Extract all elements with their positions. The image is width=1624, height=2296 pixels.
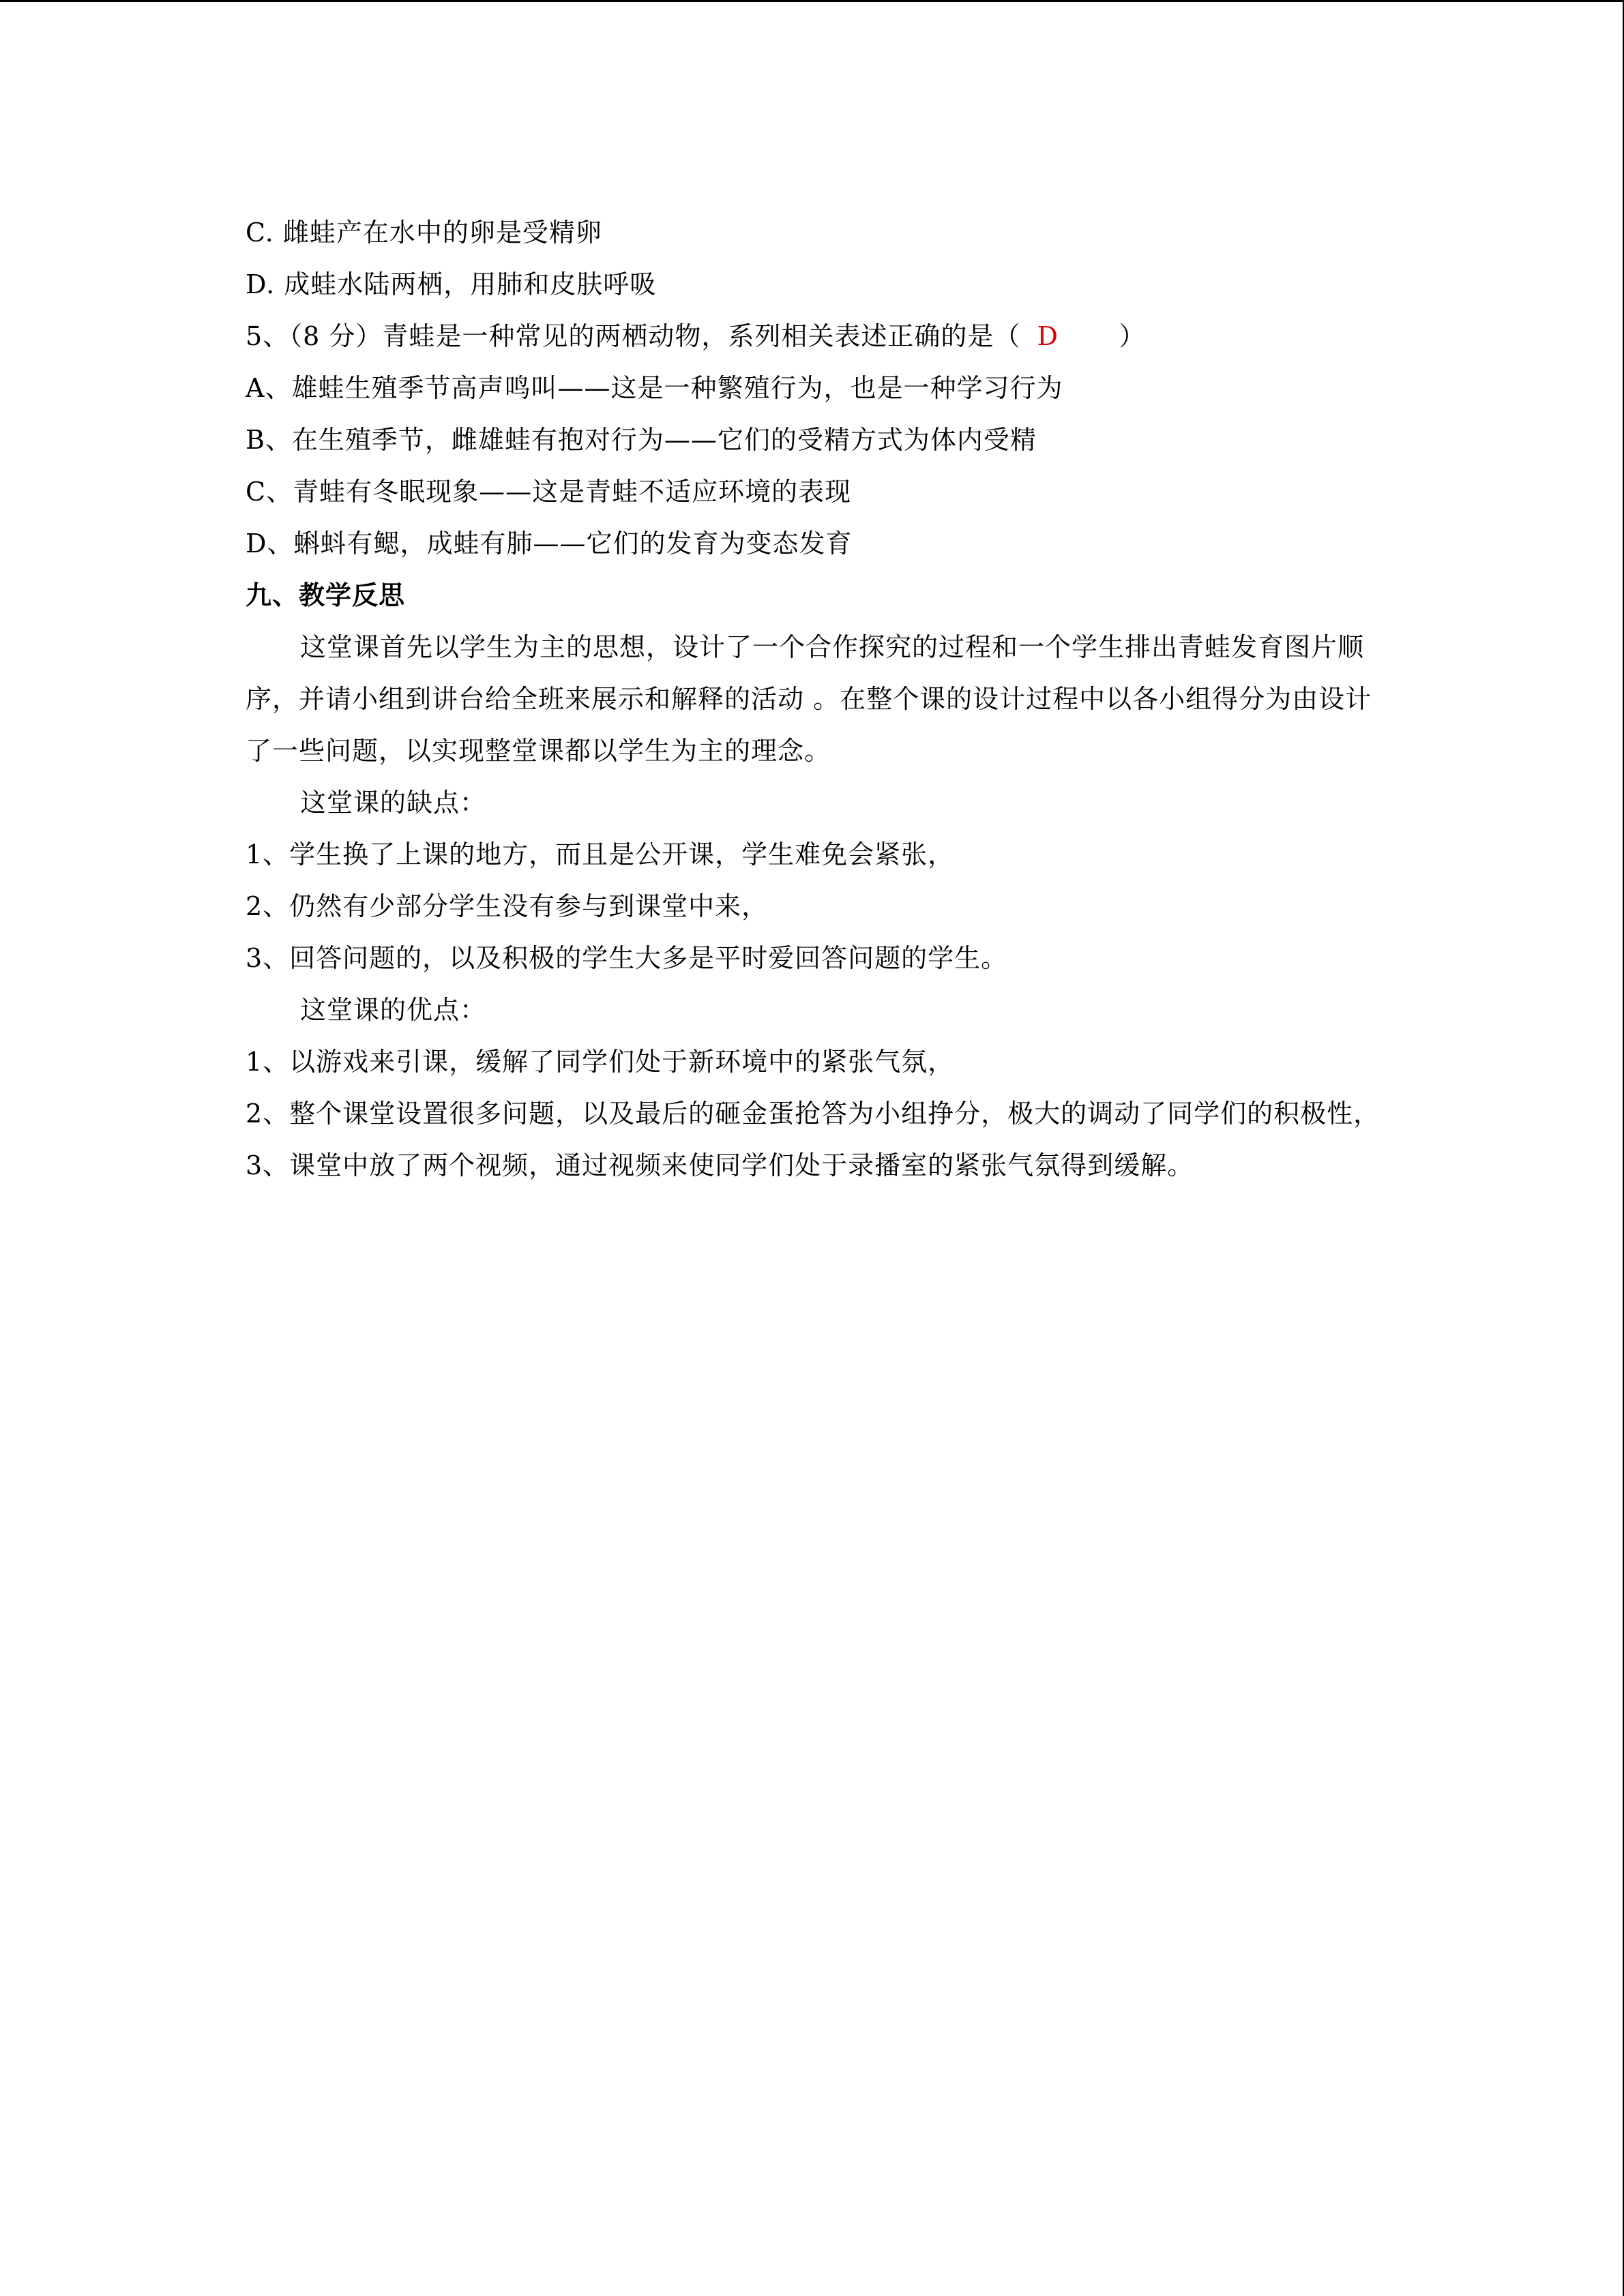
weakness-item: 3、回答问题的，以及积极的学生大多是平时爱回答问题的学生。	[246, 943, 1008, 973]
strength-item: 2、整个课堂设置很多问题，以及最后的砸金蛋抢答为小组挣分，极大的调动了同学们的积极性，	[246, 1099, 1381, 1129]
question-5-text: 5、（8 分）青蛙是一种常见的两栖动物，系列相关表述正确的是（	[246, 321, 1021, 351]
page-content	[246, 207, 1391, 1191]
weakness-item: 1、学生换了上课的地方，而且是公开课，学生难免会紧张，	[246, 839, 955, 869]
strength-item: 1、以游戏来引课，缓解了同学们处于新环境中的紧张气氛，	[246, 1047, 955, 1077]
question-5-option-b: B、在生殖季节，雌雄蛙有抱对行为——它们的受精方式为体内受精	[246, 425, 1037, 455]
question-5-option-c: C、青蛙有冬眠现象——这是青蛙不适应环境的表现	[246, 477, 852, 507]
question-option-c: C. 雌蛙产在水中的卵是受精卵	[246, 218, 602, 248]
reflection-intro-paragraph: 这堂课首先以学生为主的思想，设计了一个合作探究的过程和一个学生排出青蛙发育图片顺序，并请小组到讲台给全班来展示和解释的活动 。在整个课的设计过程中以各小组得分为由设计了一些问题，以实现整堂课都以学生为主的理念。	[246, 632, 1372, 766]
weakness-title: 这堂课的缺点：	[300, 788, 487, 818]
strength-item: 3、课堂中放了两个视频，通过视频来使同学们处于录播室的紧张气氛得到缓解。	[246, 1150, 1194, 1180]
question-5-option-a: A、雄蛙生殖季节高声鸣叫——这是一种繁殖行为，也是一种学习行为	[246, 373, 1063, 403]
strength-title: 这堂课的优点：	[300, 995, 487, 1025]
question-5-stem	[246, 310, 1391, 362]
question-option-d: D. 成蛙水陆两栖，用肺和皮肤呼吸	[246, 269, 657, 299]
section-heading-reflection: 九、教学反思	[246, 580, 406, 610]
weakness-item: 2、仍然有少部分学生没有参与到课堂中来，	[246, 891, 769, 921]
question-5-option-d: D、蝌蚪有鳃，成蛙有肺——它们的发育为变态发育	[246, 528, 853, 558]
question-5-close-paren: ）	[1119, 321, 1146, 351]
question-5-answer: D	[1037, 321, 1059, 351]
